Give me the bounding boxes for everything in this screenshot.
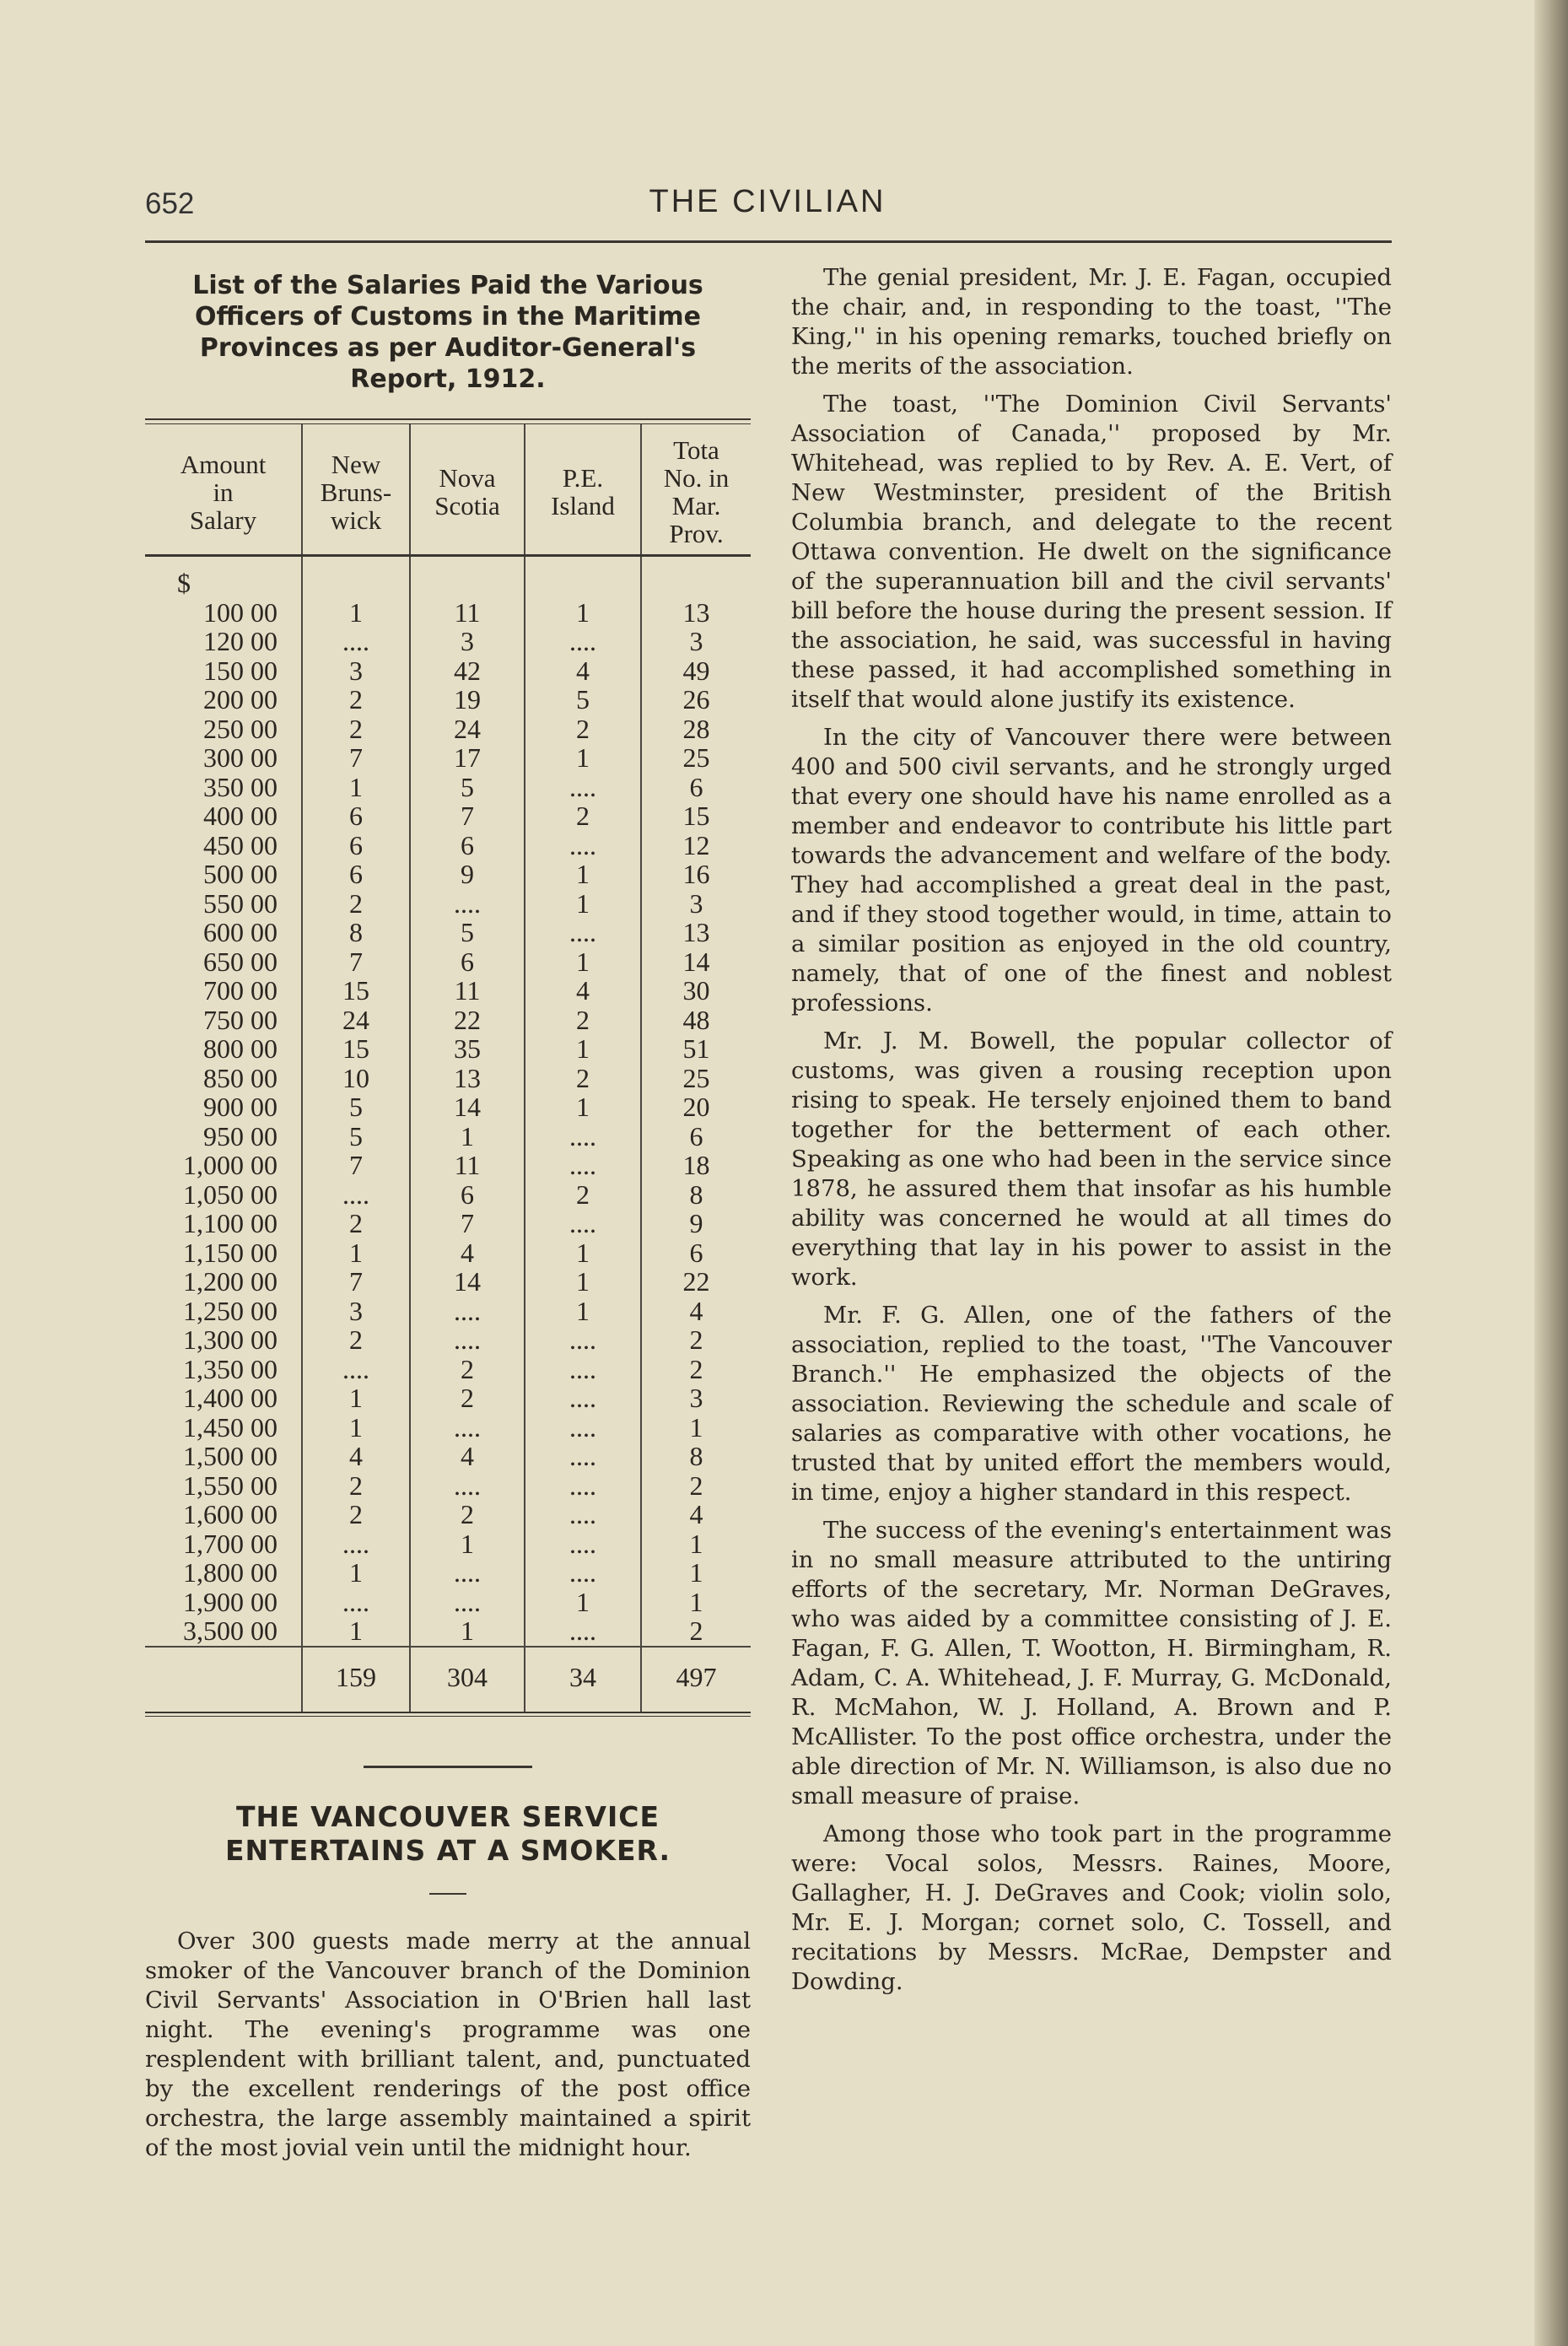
- nova-scotia-cell: 5: [410, 773, 525, 802]
- page-header: [145, 184, 1390, 226]
- table-row: [145, 1238, 751, 1268]
- salary-amount-cell: 900 00: [203, 1092, 277, 1122]
- salary-amount-cell: 250 00: [203, 713, 277, 744]
- new-brunswick-cell: 2: [302, 889, 410, 919]
- total-cell: 4: [641, 1297, 751, 1326]
- new-brunswick-cell: 2: [302, 685, 410, 715]
- new-brunswick-cell: 24: [302, 1006, 410, 1035]
- article-paragraph: The genial president, Mr. J. E. Fagan, occupied the chair, and, in responding to the toast, ''The King,'' in his opening remarks, touched briefly on the merits of the association.: [791, 264, 1392, 380]
- new-brunswick-cell: ....: [302, 1529, 410, 1559]
- table-row: [145, 1297, 751, 1326]
- salary-amount-cell: 500 00: [203, 859, 277, 889]
- pei-cell: ....: [525, 773, 641, 802]
- table-row: [145, 1267, 751, 1297]
- col-header-total: Tota No. in Mar. Prov.: [641, 424, 751, 556]
- new-brunswick-cell: 1: [302, 1616, 410, 1647]
- total-cell: 3: [641, 1383, 751, 1413]
- total-cell: 16: [641, 860, 751, 889]
- pei-cell: 1: [525, 1267, 641, 1297]
- nova-scotia-cell: 14: [410, 1267, 525, 1297]
- salary-amount-cell: 800 00: [203, 1033, 277, 1064]
- nova-scotia-cell: 7: [410, 1209, 525, 1238]
- salary-amount-cell: 1,250 00: [183, 1295, 277, 1326]
- nova-scotia-cell: 1: [410, 1529, 525, 1559]
- table-row: [145, 1442, 751, 1471]
- pei-cell: ....: [525, 1500, 641, 1529]
- pei-cell: 1: [525, 1238, 641, 1268]
- table-title: List of the Salaries Paid the Various Officers of Customs in the Maritime Provinces as per Auditor-General's Report, 1912.: [192, 271, 703, 394]
- pei-cell: ....: [525, 627, 641, 656]
- nova-scotia-cell: 2: [410, 1500, 525, 1529]
- pei-cell: 1: [525, 1034, 641, 1064]
- pei-cell: ....: [525, 1209, 641, 1238]
- new-brunswick-cell: 1: [302, 598, 410, 628]
- title-dash: [429, 1893, 466, 1895]
- total-cell: 2: [641, 1325, 751, 1355]
- currency-symbol: $: [177, 568, 191, 598]
- total-all: 497: [641, 1647, 751, 1712]
- table-row: [145, 1616, 751, 1647]
- article-paragraph: Over 300 guests made merry at the annual smoker of the Vancouver branch of the Dominion Civil Servants' Association in O'Brien hall last night. The evening's programme was one resplendent with brilliant talent, and, punctuated by the excellent renderings of the post office orchestra, the large assembly maintained a spirit of the most jovial vein until the midnight hour.: [145, 1928, 751, 2161]
- col-header-amount: Amount in Salary: [145, 424, 302, 556]
- total-cell: 20: [641, 1092, 751, 1122]
- total-cell: 15: [641, 801, 751, 831]
- nova-scotia-cell: ....: [410, 1588, 525, 1617]
- salary-amount-cell: 1,800 00: [183, 1557, 277, 1588]
- new-brunswick-cell: 2: [302, 1325, 410, 1355]
- pei-cell: ....: [525, 1325, 641, 1355]
- pei-cell: 2: [525, 715, 641, 744]
- nova-scotia-cell: ....: [410, 1325, 525, 1355]
- table-row: [145, 656, 751, 686]
- table-row: [145, 889, 751, 919]
- salary-amount-cell: 150 00: [203, 655, 277, 686]
- table-row: [145, 1355, 751, 1384]
- pei-cell: 1: [525, 1297, 641, 1326]
- nova-scotia-cell: 11: [410, 1151, 525, 1180]
- total-cell: 1: [641, 1529, 751, 1559]
- total-pei: 34: [525, 1647, 641, 1712]
- salary-amount-cell: 1,150 00: [183, 1237, 277, 1268]
- total-cell: 25: [641, 1064, 751, 1093]
- section-divider: [364, 1766, 532, 1768]
- salary-amount-cell: 550 00: [203, 887, 277, 919]
- article-title: THE VANCOUVER SERVICE ENTERTAINS AT A SMOKER.: [224, 1800, 671, 1867]
- table-row: [145, 1471, 751, 1501]
- nova-scotia-cell: 6: [410, 831, 525, 860]
- salary-amount-cell: 200 00: [203, 684, 277, 715]
- total-cell: 13: [641, 598, 751, 628]
- nova-scotia-cell: 5: [410, 918, 525, 947]
- total-cell: 6: [641, 1238, 751, 1268]
- table-row: [145, 773, 751, 802]
- new-brunswick-cell: ....: [302, 1588, 410, 1617]
- new-brunswick-cell: 2: [302, 1209, 410, 1238]
- total-cell: 28: [641, 715, 751, 744]
- total-cell: 3: [641, 627, 751, 656]
- table-row: [145, 1180, 751, 1210]
- article-paragraph: Mr. J. M. Bowell, the popular collector of customs, was given a rousing reception upon rising to speak. He tersely enjoined them to band together for the betterment of each other. Speaking as one who had been in the service since 1878, he assured them that insofar as his humble ability was concerned he would at all times do everything that lay in his power to assist in the work.: [791, 1027, 1392, 1291]
- nova-scotia-cell: 14: [410, 1092, 525, 1122]
- salary-amount-cell: 1,400 00: [183, 1383, 277, 1413]
- new-brunswick-cell: 4: [302, 1442, 410, 1471]
- salary-amount-cell: 120 00: [203, 626, 277, 656]
- table-row: [145, 1064, 751, 1093]
- table-row: [145, 1500, 751, 1529]
- total-cell: 1: [641, 1558, 751, 1588]
- nova-scotia-cell: 4: [410, 1238, 525, 1268]
- new-brunswick-cell: 7: [302, 947, 410, 977]
- salary-amount-cell: 1,600 00: [183, 1499, 277, 1529]
- table-row: [145, 976, 751, 1006]
- page-number: 652: [145, 187, 195, 220]
- new-brunswick-cell: 3: [302, 1297, 410, 1326]
- pei-cell: ....: [525, 1471, 641, 1501]
- nova-scotia-cell: 24: [410, 715, 525, 744]
- salary-amount-cell: 950 00: [203, 1120, 277, 1151]
- salary-amount-cell: 1,050 00: [183, 1178, 277, 1210]
- total-new-brunswick: 159: [302, 1647, 410, 1712]
- nova-scotia-cell: 35: [410, 1034, 525, 1064]
- total-cell: 1: [641, 1588, 751, 1617]
- pei-cell: ....: [525, 918, 641, 947]
- nova-scotia-cell: 13: [410, 1064, 525, 1093]
- pei-cell: 1: [525, 1092, 641, 1122]
- new-brunswick-cell: 6: [302, 860, 410, 889]
- pei-cell: 5: [525, 685, 641, 715]
- journal-title: THE CIVILIAN: [649, 184, 886, 219]
- pei-cell: ....: [525, 1122, 641, 1151]
- pei-cell: 1: [525, 598, 641, 628]
- left-column: [145, 270, 751, 2163]
- table-row: [145, 627, 751, 656]
- total-cell: 22: [641, 1267, 751, 1297]
- new-brunswick-cell: 2: [302, 1500, 410, 1529]
- total-cell: 25: [641, 743, 751, 773]
- table-row: [145, 918, 751, 947]
- salary-amount-cell: 450 00: [203, 829, 277, 860]
- total-cell: 30: [641, 976, 751, 1006]
- article-paragraph: The success of the evening's entertainment was in no small measure attributed to the untiring efforts of the secretary, Mr. Norman DeGraves, who was aided by a committee consisting of J. E. Fagan, F. G. Allen, T. Wootton, H. Birmingham, R. Adam, C. A. Whitehead, J. F. Murray, G. McDonald, R. McMahon, W. J. Holland, A. Brown and P. McAllister. To the post office orchestra, under the able direction of Mr. N. Williamson, is also due no small measure of praise.: [791, 1517, 1392, 1809]
- salary-amount-cell: 1,450 00: [183, 1411, 277, 1443]
- pei-cell: 1: [525, 1588, 641, 1617]
- total-nova-scotia: 304: [410, 1647, 525, 1712]
- article-paragraph: In the city of Vancouver there were between 400 and 500 civil servants, and he strongly urged that every one should have his name enrolled as a member and endeavor to contribute his little part towards the advancement and welfare of the body. They had accomplished a great deal in the past, and if they stood together would, in time, attain to a similar position as enjoyed in the old country, namely, that of one of the finest and noblest professions.: [791, 724, 1392, 1017]
- new-brunswick-cell: ....: [302, 1180, 410, 1210]
- pei-cell: 2: [525, 1180, 641, 1210]
- pei-cell: ....: [525, 1383, 641, 1413]
- nova-scotia-cell: 17: [410, 743, 525, 773]
- table-row: [145, 947, 751, 977]
- salary-amount-cell: 1,500 00: [183, 1441, 277, 1471]
- new-brunswick-cell: 15: [302, 976, 410, 1006]
- new-brunswick-cell: 15: [302, 1034, 410, 1064]
- salary-table: [145, 424, 751, 1712]
- new-brunswick-cell: 2: [302, 715, 410, 744]
- pei-cell: ....: [525, 1355, 641, 1384]
- salary-amount-cell: 1,350 00: [183, 1353, 277, 1384]
- pei-cell: 4: [525, 976, 641, 1006]
- total-cell: 8: [641, 1442, 751, 1471]
- nova-scotia-cell: 6: [410, 1180, 525, 1210]
- pei-cell: 2: [525, 1006, 641, 1035]
- new-brunswick-cell: 5: [302, 1092, 410, 1122]
- table-body: [145, 556, 751, 1647]
- table-row: [145, 715, 751, 744]
- salary-amount-cell: 600 00: [203, 917, 277, 947]
- salary-amount-cell: 750 00: [203, 1004, 277, 1035]
- pei-cell: ....: [525, 831, 641, 860]
- new-brunswick-cell: 1: [302, 1413, 410, 1443]
- nova-scotia-cell: ....: [410, 1471, 525, 1501]
- new-brunswick-cell: 10: [302, 1064, 410, 1093]
- new-brunswick-cell: 8: [302, 918, 410, 947]
- new-brunswick-cell: 2: [302, 1471, 410, 1501]
- table-row: [145, 1325, 751, 1355]
- table-row: [145, 1383, 751, 1413]
- article-paragraph: Among those who took part in the programme were: Vocal solos, Messrs. Raines, Moore, Gallagher, H. J. DeGraves and Cook; violin solo, Mr. E. J. Morgan; cornet solo, C. Tossell, and recitations by Messrs. McRae, Dempster and Dowding.: [791, 1820, 1392, 1995]
- table-header-row: [145, 424, 751, 556]
- nova-scotia-cell: 1: [410, 1122, 525, 1151]
- pei-cell: ....: [525, 1442, 641, 1471]
- total-cell: 51: [641, 1034, 751, 1064]
- new-brunswick-cell: 1: [302, 1238, 410, 1268]
- salary-amount-cell: 1,700 00: [183, 1528, 277, 1559]
- new-brunswick-cell: 6: [302, 801, 410, 831]
- table-row: [145, 1558, 751, 1588]
- nova-scotia-cell: ....: [410, 1297, 525, 1326]
- salary-amount-cell: 1,200 00: [183, 1266, 277, 1297]
- pei-cell: ....: [525, 1151, 641, 1180]
- salary-amount-cell: 300 00: [203, 742, 277, 773]
- salary-amount-cell: 1,000 00: [183, 1150, 277, 1180]
- nova-scotia-cell: ....: [410, 1413, 525, 1443]
- nova-scotia-cell: 11: [410, 598, 525, 628]
- pei-cell: ....: [525, 1558, 641, 1588]
- total-cell: 2: [641, 1471, 751, 1501]
- total-cell: 48: [641, 1006, 751, 1035]
- new-brunswick-cell: 1: [302, 773, 410, 802]
- new-brunswick-cell: 6: [302, 831, 410, 860]
- table-top-rule: [145, 418, 751, 424]
- salary-amount-cell: 1,100 00: [183, 1208, 277, 1238]
- nova-scotia-cell: 19: [410, 685, 525, 715]
- table-row: [145, 1092, 751, 1122]
- salary-amount-cell: 1,900 00: [183, 1586, 277, 1617]
- pei-cell: ....: [525, 1529, 641, 1559]
- table-bottom-rule: [145, 1712, 751, 1717]
- salary-amount-cell: 850 00: [203, 1062, 277, 1093]
- pei-cell: 1: [525, 889, 641, 919]
- currency-row: [145, 556, 751, 598]
- table-row: [145, 1588, 751, 1617]
- pei-cell: 1: [525, 743, 641, 773]
- total-cell: 2: [641, 1355, 751, 1384]
- total-cell: 6: [641, 773, 751, 802]
- total-cell: 12: [641, 831, 751, 860]
- salary-amount-cell: 1,300 00: [183, 1324, 277, 1355]
- nova-scotia-cell: 1: [410, 1616, 525, 1647]
- nova-scotia-cell: 2: [410, 1383, 525, 1413]
- salary-amount-cell: 100 00: [203, 596, 277, 628]
- salary-amount-cell: 400 00: [203, 801, 277, 831]
- table-row: [145, 1529, 751, 1559]
- table-row: [145, 1413, 751, 1443]
- nova-scotia-cell: 7: [410, 801, 525, 831]
- table-row: [145, 743, 751, 773]
- table-row: [145, 1122, 751, 1151]
- total-cell: 13: [641, 918, 751, 947]
- new-brunswick-cell: 3: [302, 656, 410, 686]
- total-cell: 49: [641, 656, 751, 686]
- nova-scotia-cell: 2: [410, 1355, 525, 1384]
- salary-amount-cell: 350 00: [203, 771, 277, 802]
- new-brunswick-cell: ....: [302, 1355, 410, 1384]
- table-row: [145, 831, 751, 860]
- new-brunswick-cell: 1: [302, 1558, 410, 1588]
- pei-cell: 2: [525, 801, 641, 831]
- total-cell: 6: [641, 1122, 751, 1151]
- nova-scotia-cell: 22: [410, 1006, 525, 1035]
- table-row: [145, 1006, 751, 1035]
- total-cell: 2: [641, 1616, 751, 1647]
- col-header-pei: P.E. Island: [525, 424, 641, 556]
- nova-scotia-cell: 9: [410, 860, 525, 889]
- nova-scotia-cell: 11: [410, 976, 525, 1006]
- nova-scotia-cell: ....: [410, 1558, 525, 1588]
- table-row: [145, 598, 751, 628]
- table-row: [145, 685, 751, 715]
- article-paragraph: Mr. F. G. Allen, one of the fathers of the association, replied to the toast, ''The Vancouver Branch.'' He emphasized the objects of the association. Reviewing the schedule and scale of salaries as comparative with other vocations, he trusted that by united effort the members would, in time, enjoy a higher standard in this respect.: [791, 1302, 1392, 1506]
- table-row: [145, 801, 751, 831]
- new-brunswick-cell: 7: [302, 1151, 410, 1180]
- article-body-right: [791, 263, 1392, 2005]
- nova-scotia-cell: 3: [410, 627, 525, 656]
- pei-cell: 2: [525, 1064, 641, 1093]
- page-edge-shadow: [1534, 0, 1568, 2346]
- salary-amount-cell: 3,500 00: [183, 1615, 277, 1646]
- table-row: [145, 860, 751, 889]
- new-brunswick-cell: 5: [302, 1122, 410, 1151]
- salary-amount-cell: 650 00: [203, 946, 277, 977]
- header-rule: [145, 240, 1392, 243]
- table-row: [145, 1151, 751, 1180]
- nova-scotia-cell: 4: [410, 1442, 525, 1471]
- table-row: [145, 1034, 751, 1064]
- total-cell: 14: [641, 947, 751, 977]
- new-brunswick-cell: 7: [302, 1267, 410, 1297]
- salary-amount-cell: 700 00: [203, 975, 277, 1006]
- pei-cell: ....: [525, 1616, 641, 1647]
- pei-cell: 1: [525, 860, 641, 889]
- article-paragraph: The toast, ''The Dominion Civil Servants' Association of Canada,'' proposed by Mr. Whitehead, was replied to by Rev. A. E. Vert, of New Westminster, president of the British Columbia branch, and delegate to the recent Ottawa convention. He dwelt on the significance of the superannuation bill and the civil servants' bill before the house during the present session. If the association, he said, was successful in having these passed, it had accomplished something in itself that would alone justify its existence.: [791, 391, 1392, 713]
- salary-amount-cell: 1,550 00: [183, 1470, 277, 1501]
- new-brunswick-cell: 1: [302, 1383, 410, 1413]
- total-cell: 3: [641, 889, 751, 919]
- total-cell: 4: [641, 1500, 751, 1529]
- new-brunswick-cell: ....: [302, 627, 410, 656]
- total-cell: 26: [641, 685, 751, 715]
- total-cell: 8: [641, 1180, 751, 1210]
- totals-row: [145, 1647, 751, 1712]
- article-body-left: [145, 1927, 751, 2163]
- col-header-new-brunswick: New Bruns- wick: [302, 424, 410, 556]
- pei-cell: ....: [525, 1413, 641, 1443]
- total-cell: 1: [641, 1413, 751, 1443]
- nova-scotia-cell: ....: [410, 889, 525, 919]
- pei-cell: 1: [525, 947, 641, 977]
- new-brunswick-cell: 7: [302, 743, 410, 773]
- nova-scotia-cell: 42: [410, 656, 525, 686]
- col-header-nova-scotia: Nova Scotia: [410, 424, 525, 556]
- total-cell: 9: [641, 1209, 751, 1238]
- table-row: [145, 1209, 751, 1238]
- pei-cell: 4: [525, 656, 641, 686]
- total-cell: 18: [641, 1151, 751, 1180]
- nova-scotia-cell: 6: [410, 947, 525, 977]
